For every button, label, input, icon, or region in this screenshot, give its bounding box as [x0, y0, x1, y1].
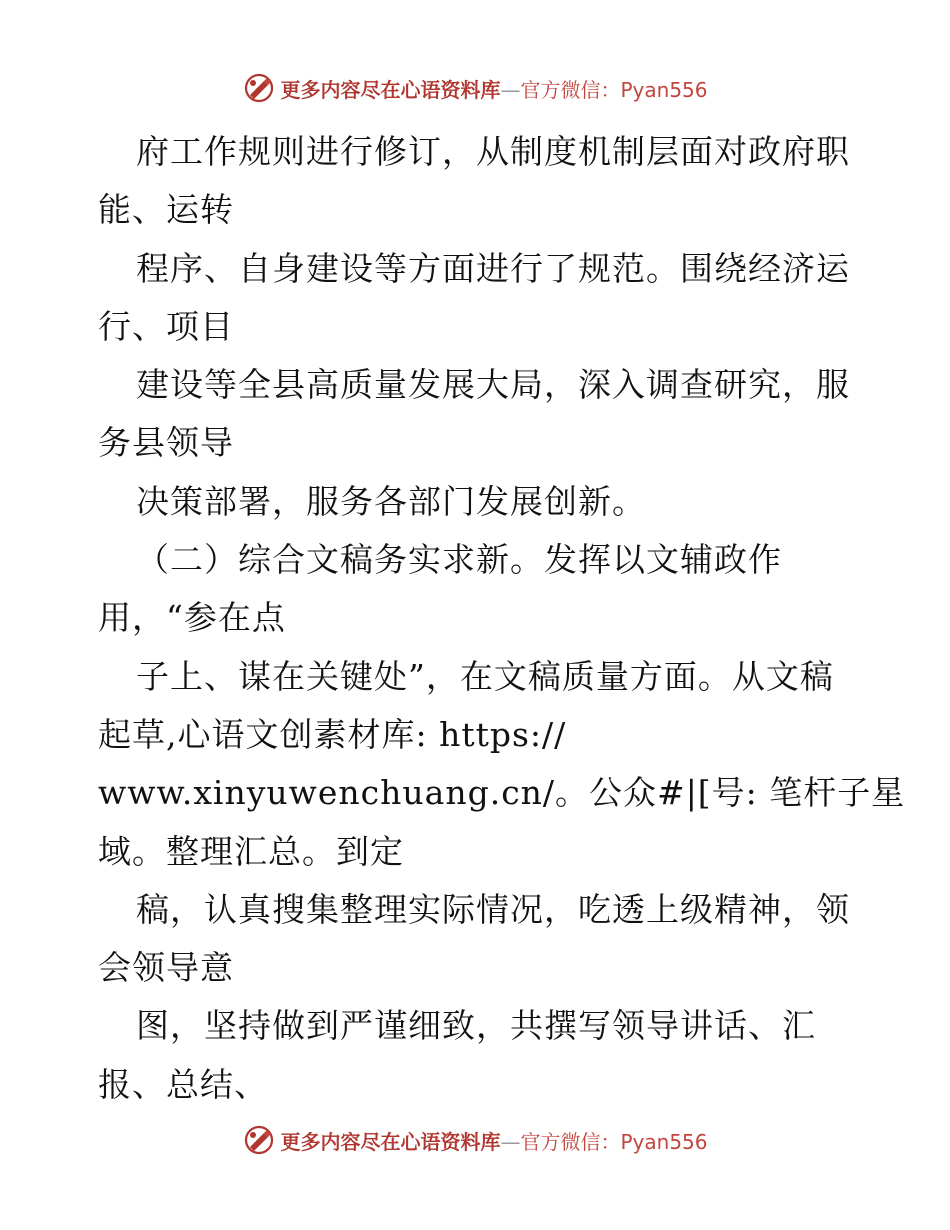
pen-circle-logo-icon — [242, 1123, 276, 1157]
text-line: 能、运转 — [98, 190, 234, 230]
text-line: 决策部署，服务各部门发展创新。 — [136, 481, 646, 521]
header-banner — [0, 68, 950, 108]
banner-right-label: 官方微信： — [520, 77, 621, 102]
text-line: 子上、谋在关键处”，在文稿质量方面。从文稿 — [136, 656, 834, 696]
text-line: （二）综合文稿务实求新。发挥以文辅政作 — [136, 540, 782, 580]
text-line: 府工作规则进行修订，从制度机制层面对政府职 — [136, 132, 850, 171]
text-line: 图，坚持做到严谨细致，共撰写领导讲话、汇 — [136, 1006, 816, 1046]
pen-circle-logo-icon — [242, 71, 276, 105]
banner-left-text: 更多内容尽在心语资料库 — [280, 77, 501, 102]
banner-dash: — — [500, 1129, 521, 1154]
document-body — [98, 123, 906, 1114]
text-line: 起草,心语文创素材库: https:// — [98, 714, 567, 754]
text-line: 建设等全县高质量发展大局，深入调查研究，服 — [136, 365, 850, 405]
banner-right-value: Pyan556 — [620, 1129, 708, 1154]
text-line: 务县领导 — [98, 423, 234, 463]
banner-right-label: 官方微信： — [520, 1129, 621, 1154]
banner-left-text: 更多内容尽在心语资料库 — [280, 1129, 501, 1154]
banner-right-value: Pyan556 — [620, 77, 708, 102]
banner-dash: — — [500, 77, 521, 102]
text-line: 域。整理汇总。到定 — [98, 831, 404, 871]
text-line: 会领导意 — [98, 948, 234, 988]
banner-text — [280, 74, 707, 103]
text-line: www.xinyuwenchuang.cn/。公众#|[号: 笔杆子星 — [98, 773, 906, 813]
text-line: 用，“参在点 — [98, 598, 286, 638]
banner-text — [280, 1126, 707, 1155]
text-line: 稿，认真搜集整理实际情况，吃透上级精神，领 — [136, 889, 850, 929]
text-line: 程序、自身建设等方面进行了规范。围绕经济运 — [136, 248, 850, 288]
text-line: 报、总结、 — [98, 1064, 268, 1104]
text-line: 行、项目 — [98, 306, 234, 346]
footer-banner — [0, 1120, 950, 1160]
